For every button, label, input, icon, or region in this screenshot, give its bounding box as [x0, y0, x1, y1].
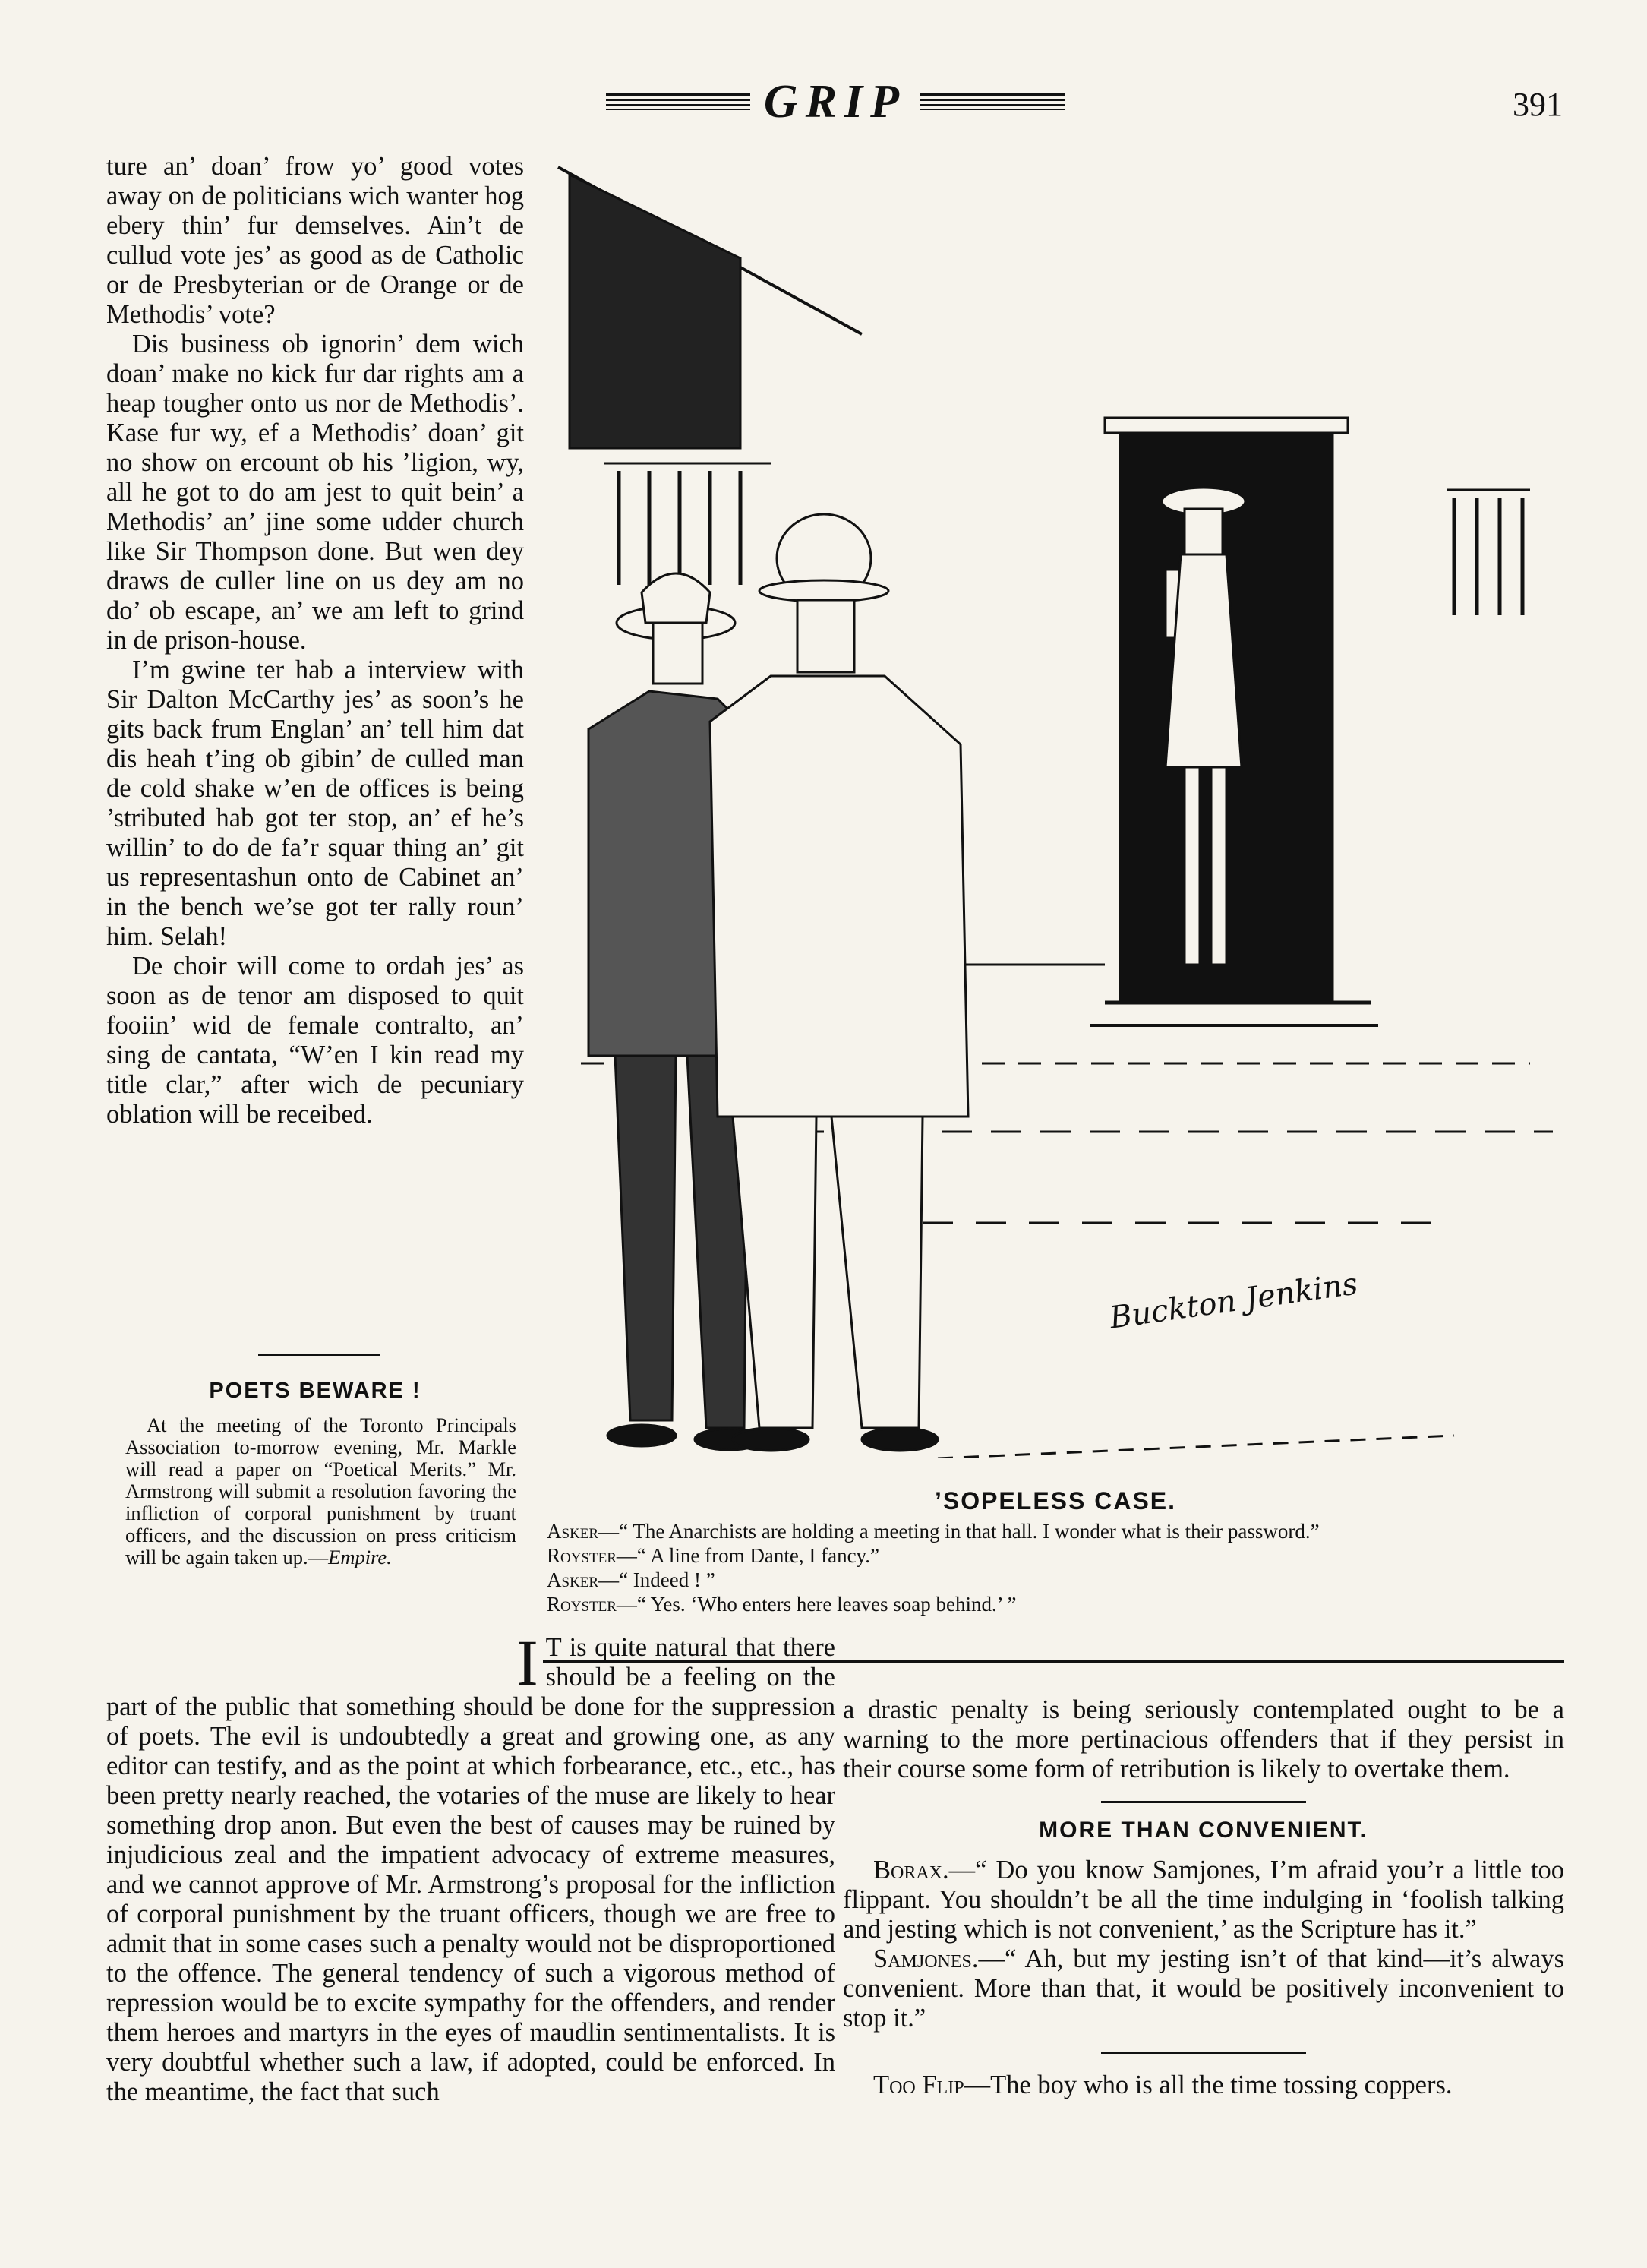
caption-line: Asker—“ Indeed ! ”	[547, 1568, 715, 1591]
cartoon-illustration	[543, 144, 1564, 1458]
dialogue-line: Borax.—“ Do you know Samjones, I’m afraid you’r a little too flippant. You shouldn’t be all the time indulging in ‘foolish talking and jesting which is not convenient,’ as the Scripture has it.”	[843, 1856, 1564, 1944]
cartoon-title: ’SOPELESS CASE.	[934, 1487, 1177, 1515]
paragraph: I’m gwine ter hab a interview with Sir Dalton McCarthy jes’ as soon’s he gits back frum Englan’ an’ tell him dat dis heah t’ing ob gibin’ de culled man de cold shake w’en de offices is being ’stributed hab got ter stop, an’ ef he’s willin’ to do de fa’r squar thing an’ git us representashun onto de Cabinet an’ in the bench we’se got ter rally roun’ him. Selah!	[106, 655, 524, 951]
section-divider	[1101, 1801, 1306, 1803]
poets-heading: POETS BEWARE !	[209, 1379, 421, 1403]
paragraph: ture an’ doan’ frow yo’ good votes away on de politicians wich wanter hog ebery thin’ fur demselves. Ain’t de cullud vote jes’ as good as de Catholic or de Presbyterian or de Orange or de Methodis’ vote?	[106, 152, 524, 329]
paragraph: De choir will come to ordah jes’ as soon as de tenor am disposed to quit fooiin’ wid de female contralto, an’ sing de cantata, “W’en I kin read my title clar,” after wich de pecuniary oblation will be receibed.	[106, 952, 524, 1129]
drop-cap: I	[516, 1626, 538, 1699]
caption-line: Royster—“ Yes. ‘Who enters here leaves soap behind.’ ”	[547, 1593, 1017, 1616]
artist-signature: Buckton Jenkins	[1107, 1266, 1360, 1336]
dialogue-line: Samjones.—“ Ah, but my jesting isn’t of that kind—it’s always convenient. More than that, it would be positively inconvenient to stop it.”	[843, 1944, 1564, 2033]
poets-quote-source: Empire.	[328, 1546, 392, 1568]
masthead-rule-left	[606, 93, 750, 110]
caption-line: Asker—“ The Anarchists are holding a meeting in that hall. I wonder what is their password.”	[547, 1520, 1320, 1543]
caption-line: Royster—“ A line from Dante, I fancy.”	[547, 1544, 880, 1567]
convenient-heading: MORE THAN CONVENIENT.	[1039, 1818, 1368, 1843]
masthead-rule-right	[920, 93, 1065, 110]
paragraph: Dis business ob ignorin’ dem wich doan’ make no kick fur dar rights am a heap tougher onto us nor de Methodis’. Kase fur wy, ef a Methodis’ doan’ git no show on ercount ob his ’ligion, wy, all he got to do am jest to quit bein’ a Methodis’ an’ jine some udder church like Sir Thompson done. But wen dey draws de culler line on us dey am no do’ ob escape, an’ we am left to grind in de prison-house.	[106, 330, 524, 655]
cartoon-drawing	[543, 144, 1564, 1458]
page-number: 391	[1513, 86, 1563, 123]
poets-quote-text: At the meeting of the Toronto Principals Association to-morrow evening, Mr. Markle will read a paper on “Poetical Merits.” Mr. Armstrong will submit a resolution favoring the infliction of corporal punishment by truant officers, and the discussion on press criticism will be again taken up.—	[125, 1414, 516, 1568]
poets-body-text: T is quite natural that there should be a feeling on the part of the public that something should be done for the suppression of poets. The evil is undoubtedly a great and growing one, as any editor can testify, and as the point at which forbearance, etc., etc., has been pretty nearly reached, the votaries of the muse are likely to hear something drop anon. But even the best of causes may be ruined by injudicious zeal and the impatient advocacy of extreme measures, and we cannot approve of Mr. Armstrong’s proposal for the infliction of corporal punishment by the truant officers, though we are free to admit that in some cases such a penalty would not be disproportioned to the offence. The general tendency of such a vigorous method of repression would be to excite sympathy for the offenders, and render them heroes and martyrs in the eyes of maudlin sentimentalists. It is very doubtful whether such a law, if adopted, could be enforced. In the meantime, the fact that such	[106, 1633, 835, 2106]
left-column-text	[106, 152, 524, 1129]
right-bottom-column	[843, 1695, 1564, 2100]
poets-body	[106, 1626, 835, 2107]
section-divider	[1101, 2052, 1306, 2054]
masthead	[592, 76, 1078, 128]
masthead-title: GRIP	[763, 76, 907, 128]
cartoon-caption	[547, 1489, 1564, 1616]
section-divider	[258, 1354, 380, 1356]
poets-body-continued: a drastic penalty is being seriously contemplated ought to be a warning to the more pertinacious offenders that if they persist in their course some form of retribution is likely to overtake them.	[843, 1695, 1564, 1783]
poets-quote	[125, 1414, 516, 1568]
too-flip: Too Flip—The boy who is all the time tossing coppers.	[873, 2071, 1453, 2099]
